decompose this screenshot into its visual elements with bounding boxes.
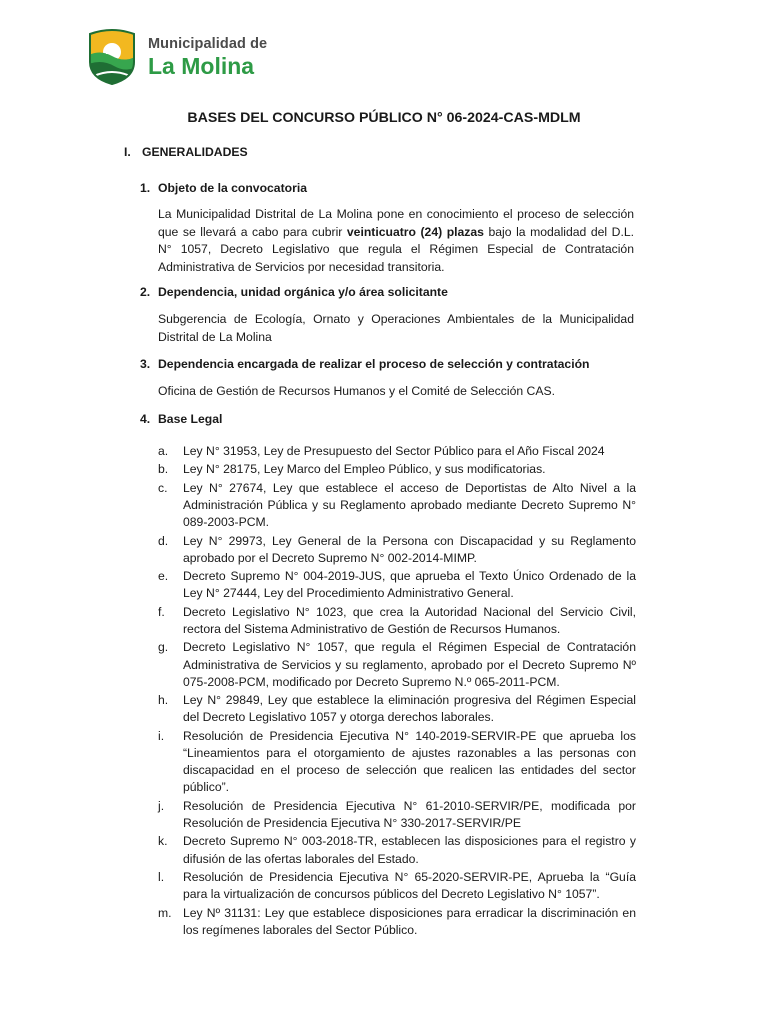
item-heading-2: [140, 283, 448, 301]
item-number: 1.: [140, 181, 151, 195]
item-number: 4.: [140, 412, 151, 426]
item-title: Base Legal: [158, 412, 223, 426]
item-heading-4: [140, 410, 222, 428]
list-item: f. Decreto Legislativo N° 1023, que crea la Autoridad Nacional del Servicio Civil, rectora del Sistema Administrativo de Gestión de Recursos Humanos.: [158, 604, 636, 636]
document-title: BASES DEL CONCURSO PÚBLICO N° 06-2024-CAS-MDLM: [187, 110, 581, 126]
list-item: g. Decreto Legislativo N° 1057, que regula el Régimen Especial de Contratación Administrativa de Servicios y su reglamento, aprobado por el Decreto Supremo Nº 075-2008-PCM, modificado por Decreto Supremo N.º 065-2011-PCM.: [158, 640, 636, 689]
section-number: I.: [124, 145, 131, 159]
list-item: l. Resolución de Presidencia Ejecutiva N° 65-2020-SERVIR-PE, Aprueba la “Guía para la virtualización de concursos públicos del Decreto Legislativo N° 1057”.: [158, 869, 636, 902]
section-heading: [124, 143, 248, 161]
item-title: Objeto de la convocatoria: [158, 181, 307, 195]
list-item: b. Ley N° 28175, Ley Marco del Empleo Público, y sus modificatorias.: [158, 462, 546, 477]
item-number: 3.: [140, 357, 151, 371]
list-item: k. Decreto Supremo N° 003-2018-TR, establecen las disposiciones para el registro y difusión de las ofertas laborales del Estado.: [158, 834, 636, 866]
logo-line-1: Municipalidad de: [148, 35, 268, 52]
list-item: d. Ley N° 29973, Ley General de la Persona con Discapacidad y su Reglamento aprobado por el Decreto Supremo N° 002-2014-MIMP.: [158, 533, 636, 565]
encargada-paragraph: Oficina de Gestión de Recursos Humanos y el Comité de Selección CAS.: [158, 384, 555, 398]
municipality-logo: [84, 28, 267, 86]
legal-basis-list: [158, 443, 636, 940]
dependencia-paragraph: Subgerencia de Ecología, Ornato y Operaciones Ambientales de la Municipalidad Distrital de La Molina: [158, 312, 634, 344]
plazas-emphasis: veinticuatro (24) plazas: [346, 224, 484, 239]
list-item: i. Resolución de Presidencia Ejecutiva N° 140-2019-SERVIR-PE que aprueba los “Lineamientos para el otorgamiento de ajustes razonables a las personas con discapacidad en el proceso de selección que realicen las entidades del sector público”.: [158, 728, 636, 795]
item-title: Dependencia, unidad orgánica y/o área solicitante: [158, 285, 448, 299]
la-molina-emblem-icon: [84, 28, 140, 86]
objeto-paragraph: La Municipalidad Distrital de La Molina pone en conocimiento el proceso de selección que se llevará a cabo para cubrir veinticuatro (24) plazas bajo la modalidad del D.L. N° 1057, Decreto Legislativo que regula el Régimen Especial de Contratación Administrativa de Servicios por necesidad transitoria.: [158, 207, 634, 274]
logo-line-2: La Molina: [148, 52, 255, 79]
item-heading-3: [140, 355, 589, 373]
section-label: GENERALIDADES: [142, 145, 248, 159]
list-item: e. Decreto Supremo N° 004-2019-JUS, que aprueba el Texto Único Ordenado de la Ley N° 27444, Ley del Procedimiento Administrativo General.: [158, 569, 636, 601]
item-number: 2.: [140, 285, 151, 299]
list-item: h. Ley N° 29849, Ley que establece la eliminación progresiva del Régimen Especial del Decreto Legislativo 1057 y otorga derechos laborales.: [158, 693, 636, 725]
list-item: m. Ley Nº 31131: Ley que establece disposiciones para erradicar la discriminación en los regímenes laborales del Sector Público.: [158, 905, 636, 937]
list-item: c. Ley N° 27674, Ley que establece el acceso de Deportistas de Alto Nivel a la Administración Pública y su Reglamento aprobado mediante Decreto Supremo N° 089-2003-PCM.: [158, 480, 636, 530]
item-title: Dependencia encargada de realizar el proceso de selección y contratación: [158, 357, 590, 371]
list-item: j. Resolución de Presidencia Ejecutiva N° 61-2010-SERVIR/PE, modificada por Resolución de Presidencia Ejecutiva N° 330-2017-SERVIR/PE: [158, 798, 636, 830]
item-heading-1: [140, 179, 307, 197]
list-item: a. Ley N° 31953, Ley de Presupuesto del Sector Público para el Año Fiscal 2024: [158, 444, 605, 458]
